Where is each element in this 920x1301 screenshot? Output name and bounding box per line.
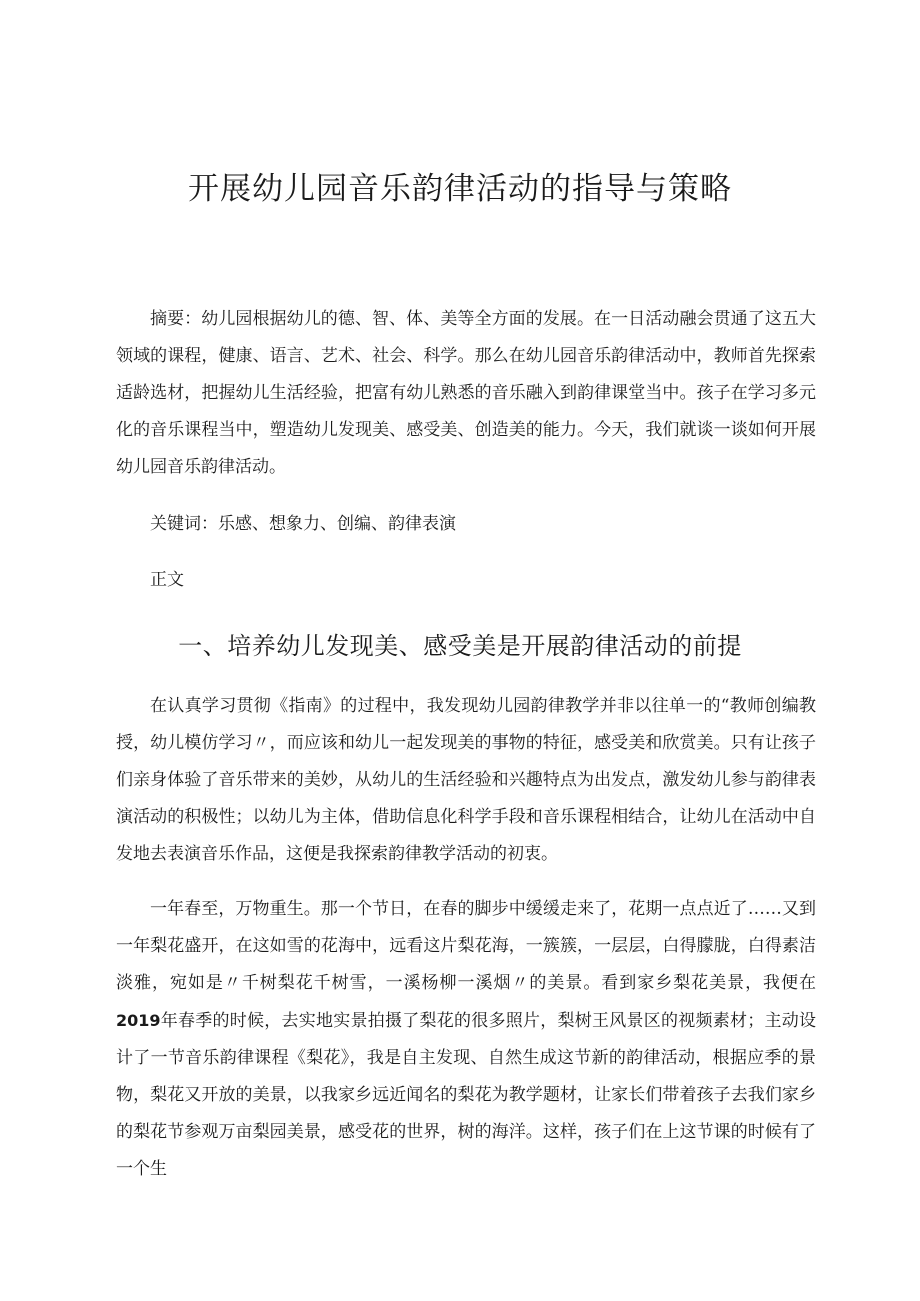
paragraph-2-year: 2019 [116,1011,161,1030]
section-1-heading: 一、培养幼儿发现美、感受美是开展韵律活动的前提 [178,632,742,660]
body-paragraph-2 [116,891,816,1188]
body-paragraph-1: 在认真学习贯彻《指南》的过程中，我发现幼儿园韵律教学并非以往单一的“教师创编教授，幼儿模仿学习〃，而应该和幼儿一起发现美的事物的特征，感受美和欣赏美。只有让孩子们亲身体验了音乐带来的美妙，从幼儿的生活经验和兴趣特点为出发点，激发幼儿参与韵律表演活动的积极性；以幼儿为主体，借助信息化科学手段和音乐课程相结合，让幼儿在活动中自发地去表演音乐作品，这便是我探索韵律教学活动的初衷。 [116,696,816,864]
document-title: 开展幼儿园音乐韵律活动的指导与策略 [188,171,732,207]
keywords-line: 关键词：乐感、想象力、创编、韵律表演 [150,514,456,534]
paragraph-2-text-start: 一年春至，万物重生。那一个节日，在春的脚步中缓缓走来了，花期一点点近了……又到一年梨花盛开，在这如雪的花海中，远看这片梨花海，一簇簇，一层层，白得朦胧，白得素洁淡雅，宛如是〃千树梨花千树雪，一溪杨柳一溪烟〃的美景。看到家乡梨花美景，我便在 [116,899,816,993]
body-label: 正文 [150,570,184,590]
abstract-paragraph: 摘要：幼儿园根据幼儿的德、智、体、美等全方面的发展。在一日活动融会贯通了这五大领域的课程，健康、语言、艺术、社会、科学。那么在幼儿园音乐韵律活动中，教师首先探索适龄选材，把握幼儿生活经验，把富有幼儿熟悉的音乐融入到韵律课堂当中。孩子在学习多元化的音乐课程当中，塑造幼儿发现美、感受美、创造美的能力。今天，我们就谈一谈如何开展幼儿园音乐韵律活动。 [116,309,816,477]
paragraph-2-text-end: 年春季的时候，去实地实景拍摄了梨花的很多照片，梨树王风景区的视频素材；主动设计了一节音乐韵律课程《梨花》，我是自主发现、自然生成这节新的韵律活动，根据应季的景物，梨花又开放的美景，以我家乡远近闻名的梨花为教学题材，让家长们带着孩子去我们家乡的梨花节参观万亩梨园美景，感受花的世界，树的海洋。这样，孩子们在上这节课的时候有了一个生 [116,1011,816,1179]
